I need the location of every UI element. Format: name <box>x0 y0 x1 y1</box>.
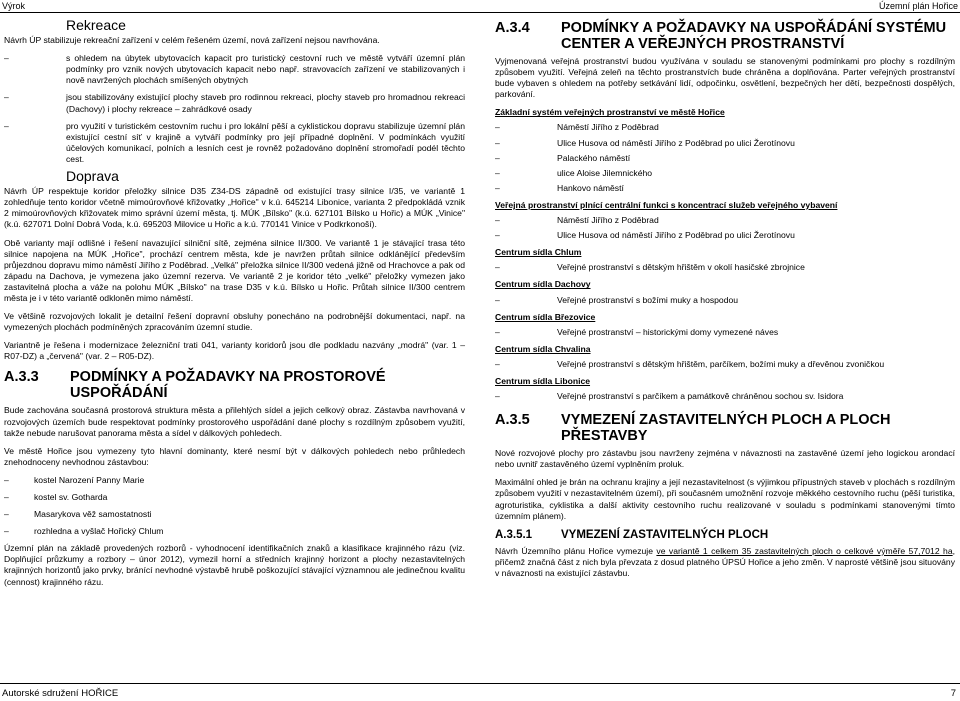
subheading-centralni: Veřejná prostranství plnící centrální funkci s koncentrací služeb veřejného vybavení <box>495 199 838 210</box>
doprava-para: Variantně je řešena i modernizace železniční trati 041, varianty koridorů jsou dle podkladu nazvány „modrá" (var. 1 – R07-DZ) a „červená" (var. 2 – R05-DZ). <box>4 340 465 362</box>
section-para: Bude zachována současná prostorová struktura města a přilehlých sídel a jejich celkový obraz. Zástavba navrhovaná v rozvojových územích bude respektovat podmínky prostorového uspořádání dané plochy s rozdílným způsobem využití, takže nebude narušovat panorama města a sídel v dálkových pohledech. <box>4 405 465 438</box>
section-para: Maximální ohled je brán na ochranu krajiny a její nezastavitelnost (s výjimkou přípustných staveb v plochách s rozdílným způsobem využití v nezastavitelném území), při současném umožnění rozvoje měkkého cestovního ruchu (pěší turistika, agroturistika, cyklistika a další aktivity cestovního ruchu realizované v souladu s podmínkami stanovenými tímto územním plánem). <box>495 477 955 521</box>
list-item: – Veřejné prostranství s božími muky a hospodou <box>495 294 739 305</box>
header-left: Výrok <box>2 1 26 11</box>
header-right: Územní plán Hořice <box>878 1 958 11</box>
list-item: – Veřejné prostranství s dětským hřištěm v okolí hasičské zbrojnice <box>495 262 805 273</box>
section-para: Vyjmenovaná veřejná prostranství budou využívána v souladu se stanovenými podmínkami pro plochy s rozdílným způsobem využití. Veřejná zeleň na těchto prostranstvích bude chráněna a doplňována. Parter veřejných prostranství bude vybaven s ohledem na potřeby setkávání lidí, odpočinku, osvětlení, bezpečných her dětí, bezpečnosti dospělých, parkování. <box>495 56 955 100</box>
list-item: – Veřejné prostranství s parčíkem a památkově chráněnou sochou sv. Isidora <box>495 391 844 402</box>
footer-left: Autorské sdružení HOŘICE <box>2 688 119 699</box>
section-para: Nové rozvojové plochy pro zástavbu jsou navrženy zejména v návaznosti na zastavěné území jeho logickou arondací nebo uvnitř zastavěného území vyplněním proluk. <box>495 448 955 470</box>
list-item: – s ohledem na úbytek ubytovacích kapacit pro turistický cestovní ruch ve městě vytváří územní plán podmínky pro vznik nových ubytovacích kapacit nebo např. stravovacích zařízení ve stabilizovaných i nově navržených plochách smíšených obytných <box>4 53 465 86</box>
subheading-centrum: Centrum sídla Březovice <box>495 311 596 322</box>
subheading-centrum: Centrum sídla Libonice <box>495 375 591 386</box>
list-item: – jsou stabilizovány existující plochy staveb pro rodinnou rekreaci, plochy staveb pro hromadnou rekreaci (Dachovy) i plochy rekreace – zahrádkové osady <box>4 92 465 114</box>
subheading-centrum: Centrum sídla Dachovy <box>495 279 591 290</box>
closing-para: Územní plán na základě provedených rozborů - vyhodnocení identifikačních znaků a klasifikace krajinného rázu (viz. Doplňující průzkumy a rozbory – únor 2012), vymezil horní a středních krajinný horizont a plochy nezastavitelných krajinných horizontů jako prvky, bránící nevhodné výstavbě hrubě poškozující stávající významnou ale jedinečnou kvalitu (cennost) krajinného rázu. <box>4 543 465 587</box>
left-column <box>4 16 465 595</box>
list-item: – Veřejné prostranství – historickými domy vymezené náves <box>495 326 779 337</box>
subheading-centrum: Centrum sídla Chvalina <box>495 343 591 354</box>
doprava-heading: Doprava <box>66 168 119 185</box>
section-heading-a35: A.3.5 VYMEZENÍ ZASTAVITELNÝCH PLOCH A PLOCH PŘESTAVBY <box>495 412 891 445</box>
section-para: Návrh Územního plánu Hořice vymezuje ve variantě 1 celkem 35 zastavitelných ploch o celkové výměře 57,7012 ha, přičemž značná část z nich byla převzata z dosud platného ÚPSÚ Hořice a jeho změn. V naprosté většině jsou situovány v návaznosti na existující zástavbu. <box>495 545 956 578</box>
right-column <box>495 16 955 586</box>
subheading-zakladni: Základní systém veřejných prostranství ve městě Hořice <box>495 107 725 118</box>
section-heading-a34: A.3.4 PODMÍNKY A POŽADAVKY NA USPOŘÁDÁNÍ SYSTÉMU CENTER A VEŘEJNÝCH PROSTRANSTVÍ <box>495 20 947 52</box>
list-item: – kostel Narození Panny Marie <box>4 474 145 485</box>
list-item: – Masarykova věž samostatnosti <box>4 509 152 520</box>
list-item: – kostel sv. Gotharda <box>4 492 108 502</box>
list-item: – Veřejné prostranství s dětským hřištěm, parčíkem, božími muky a dřevěnou zvoničkou <box>495 358 885 369</box>
subheading-centrum: Centrum sídla Chlum <box>495 247 582 258</box>
section-heading-a33: A.3.3 PODMÍNKY A POŽADAVKY NA PROSTOROVÉ USPOŘÁDÁNÍ <box>4 369 386 402</box>
list-item: – Ulice Husova od náměstí Jiřího z Poděbrad po ulici Žerotínovu <box>495 230 795 241</box>
list-item: – ulice Aloise Jilemnického <box>495 167 653 178</box>
list-item: – Hankovo náměstí <box>495 182 624 193</box>
section-para: Ve městě Hořice jsou vymezeny tyto hlavní dominanty, které nesmí být v dálkových pohledech nebo průhledech znehodnoceny nevhodnou zástavbou: <box>4 445 465 467</box>
list-item: – Náměstí Jiřího z Poděbrad <box>495 215 659 226</box>
doprava-para: Ve většině rozvojových lokalit je detailní řešení dopravní obsluhy ponecháno na podrobnější dokumentaci, např. na vymezených plochách podmíněných zpracováním územní studie. <box>4 311 465 333</box>
list-item: – Náměstí Jiřího z Poděbrad <box>495 122 659 133</box>
page-footer <box>0 683 960 701</box>
doprava-para: Obě varianty mají odlišné i řešení navazující silniční sítě, zejména silnice II/300. Ve variantě 1 je stávající trasa této silnice napojena na MÚK „Hořice", prochází centrem města, kde je navržen průtah silnice odklánějící především průjezdnou dopravu mimo náměstí Jiřího z Poděbrad. „Velká" přeložka silnice II/300 vedená jižně od Hrachovce a pak od západu na Dachova, je vymezena jako územní rezerva. Ve variantě 2 je koridor této „velké" přeložky vymezen jako zastavitelná plocha a váže na polohu MÚK „Bílsko" na trase D35 v k.ú. Bílsko u Hořic. Průtah silnice II/300 centrem města je i v této variantě odkloněn mimo náměstí. <box>4 237 465 303</box>
page-header <box>0 0 960 13</box>
section-heading-a351: A.3.5.1 VYMEZENÍ ZASTAVITELNÝCH PLOCH <box>495 528 769 541</box>
list-item: – Palackého náměstí <box>495 152 631 163</box>
header-rule <box>0 12 960 13</box>
page-number: 7 <box>950 688 956 699</box>
list-item: – rozhledna a vyšlač Hořický Chlum <box>4 526 164 537</box>
list-item: – Ulice Husova od náměstí Jiřího z Poděbrad po ulici Žerotínovu <box>495 137 795 148</box>
footer-rule <box>0 683 960 684</box>
doprava-para: Návrh ÚP respektuje koridor přeložky silnice D35 Z34-DS západně od existující trasy silnice I/35, ve variantě 1 zohledňuje tento koridor včetně mimoúrovňové křižovatky „Hořice" v k.ú. 645214 Libonice, varianta 2 předpokládá vznik 2 mimoúrovňových křižovatek mimo správní území města, tj. MÚK „Bílsko" (k.ú. 627101 Bílsko u Hořic) a MÚK „Vinice" (k.ú. 627071 Dolní Dobrá Voda, k.ú. 695203 Milovice u Hořic a k.ú. 770141 Vinice v Podkrkonoší). <box>4 186 465 230</box>
rekreace-intro: Návrh ÚP stabilizuje rekreační zařízení v celém řešeném území, nová zařízení nejsou navrhována. <box>4 35 380 46</box>
list-item: – pro využití v turistickém cestovním ruchu i pro lokální pěší a cyklistickou dopravu stabilizuje územní plán existující cestní síť v krajině a vytváří podmínky pro její případné doplnění. V podmínkách využití účelových komunikací, polních a lesních cest je rovněž požadováno doplnění stromořadí podél těchto cest. <box>4 120 465 164</box>
rekreace-heading: Rekreace <box>66 17 126 33</box>
